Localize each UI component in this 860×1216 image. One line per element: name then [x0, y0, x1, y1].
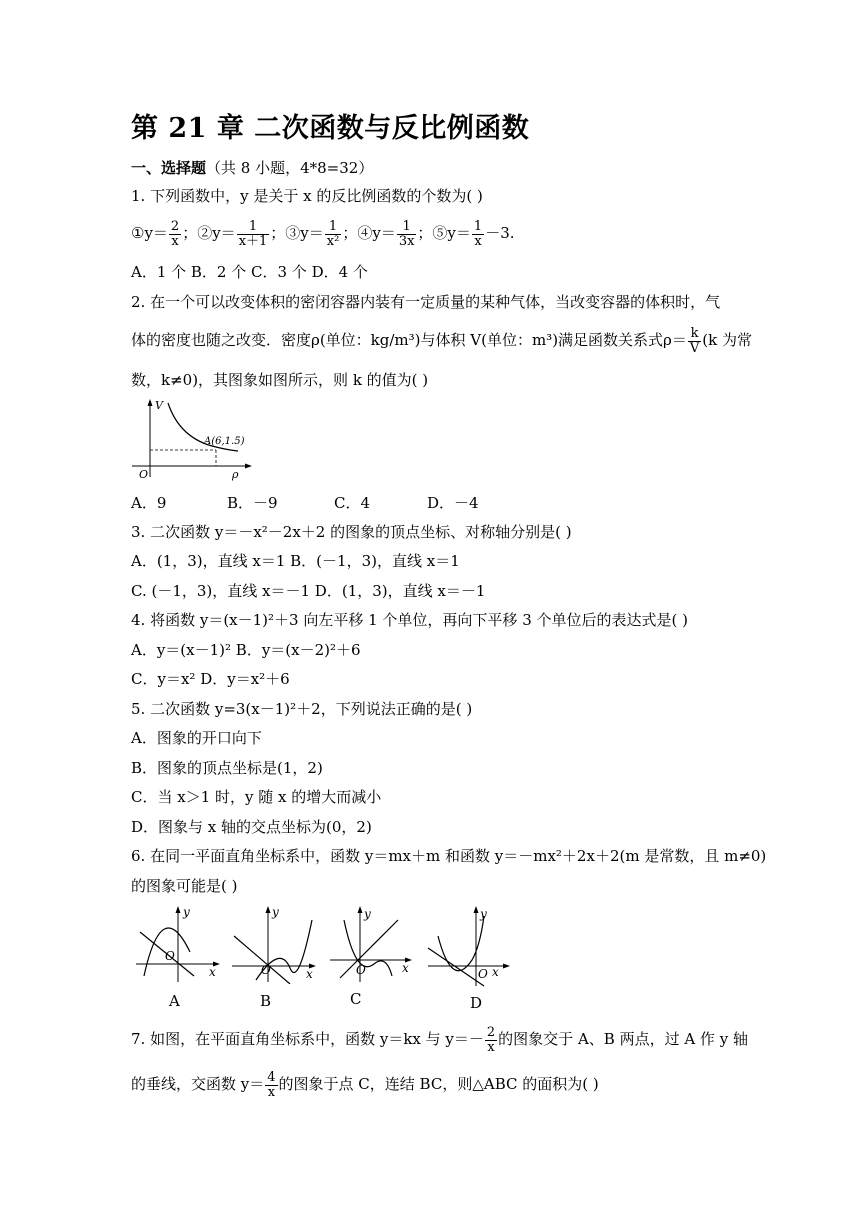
q1-fraction-1 [169, 220, 181, 249]
origin-label: O [356, 963, 366, 977]
rho-axis-arrow [245, 464, 252, 469]
section-label: 一、选择题 [131, 159, 207, 177]
y-label: y [183, 905, 190, 919]
origin-label: O [478, 967, 488, 981]
q1-fraction-3 [325, 220, 342, 249]
numerator: 1 [473, 218, 483, 234]
numerator: 2 [486, 1024, 496, 1040]
numerator: 4 [267, 1069, 276, 1085]
q2-line-3: 数，k≠0)，其图象如图所示，则 k 的值为( ) [131, 371, 429, 389]
q2-option-a: A．9 [131, 494, 167, 512]
denominator: x [487, 1039, 495, 1055]
x-label: x [306, 967, 313, 981]
q5-option-c: C．当 x＞1 时，y 随 x 的增大而减小 [131, 788, 382, 806]
q7-line-1-prefix: 7. 如图，在平面直角坐标系中，函数 y＝kx 与 y＝－ [131, 1030, 484, 1048]
denominator: x [474, 233, 482, 249]
q1-fraction-5 [472, 220, 484, 249]
q5-option-a: A．图象的开口向下 [131, 729, 262, 747]
denominator: 3x [398, 233, 415, 249]
q2-option-c: C．4 [334, 494, 371, 512]
v-axis-label: V [155, 399, 163, 412]
q6-graph-a [132, 904, 222, 984]
q2-line-2 [131, 325, 752, 356]
q3-options-row-2: C. (－1，3)，直线 x＝－1 D．(1，3)，直线 x＝－1 [131, 582, 486, 600]
q7-line-2-prefix: 的垂线，交函数 y＝ [131, 1075, 265, 1093]
q1-formulas [131, 218, 515, 249]
q1-f5-prefix: ；⑤y＝ [417, 224, 471, 242]
q6-label-d: D [470, 994, 483, 1012]
origin-label: O [139, 468, 149, 481]
q2-fraction [688, 327, 701, 356]
origin-label: O [261, 963, 271, 977]
q6-label-b: B [260, 992, 272, 1010]
q7-line-2 [131, 1069, 599, 1100]
q6-line-2: 的图象可能是( ) [131, 877, 238, 895]
denominator: x [171, 233, 179, 249]
q7-fraction-2 [265, 1071, 277, 1100]
x-label: x [209, 965, 216, 979]
q5-option-b: B．图象的顶点坐标是(1，2) [131, 759, 323, 777]
q6-label-c: C [350, 990, 362, 1008]
q1-fraction-4 [397, 220, 417, 249]
y-label: y [364, 907, 371, 921]
q3-options-row-1: A．(1，3)，直线 x＝1 B．(－1，3)，直线 x＝1 [131, 552, 460, 570]
y-label: y [480, 907, 487, 921]
origin-label: O [165, 949, 175, 963]
q7-line-1 [131, 1024, 748, 1055]
q3-stem: 3. 二次函数 y＝－x²－2x＋2 的图象的顶点坐标、对称轴分别是( ) [131, 523, 572, 541]
q2-figure [128, 397, 258, 483]
q1-f2-prefix: ；②y＝ [182, 224, 236, 242]
point-a-label: A(6,1.5) [204, 436, 245, 447]
q1-fraction-2 [237, 220, 270, 249]
section-note: （共 8 小题，4*8=32） [206, 159, 374, 177]
q1-f3-prefix: ；③y＝ [270, 224, 324, 242]
denominator: x² [326, 233, 340, 249]
y-label: y [272, 905, 279, 919]
q6-graph-c [326, 904, 418, 984]
numerator: k [688, 327, 701, 342]
q4-options-row-1: A．y＝(x－1)² B．y＝(x－2)²＋6 [131, 641, 361, 659]
q2-line-2-prefix: 体的密度也随之改变．密度ρ(单位：kg/m³)与体积 V(单位：m³)满足函数关系式ρ＝ [131, 331, 687, 349]
q1-f4-prefix: ；④y＝ [342, 224, 396, 242]
q2-option-b: B．－9 [227, 494, 278, 512]
q2-line-2-suffix: (k 为常 [702, 331, 752, 349]
q4-options-row-2: C．y＝x² D．y＝x²＋6 [131, 670, 290, 688]
numerator: 1 [397, 220, 417, 235]
numerator: 1 [325, 220, 342, 235]
q6-line-1: 6. 在同一平面直角坐标系中，函数 y＝mx＋m 和函数 y＝－mx²＋2x＋2(m 是常数，且 m≠0) [131, 847, 767, 865]
q6-graph-b [228, 904, 320, 984]
q1-f5-suffix: －3. [485, 224, 515, 242]
q6-label-a: A [169, 992, 180, 1010]
q5-stem: 5. 二次函数 y=3(x－1)²＋2，下列说法正确的是( ) [131, 700, 473, 718]
q5-option-d: D．图象与 x 轴的交点坐标为(0，2) [131, 818, 372, 836]
q1-stem: 1. 下列函数中，y 是关于 x 的反比例函数的个数为( ) [131, 187, 483, 205]
q7-line-1-suffix: 的图象交于 A、B 两点，过 A 作 y 轴 [498, 1030, 748, 1048]
q2-option-d: D．－4 [427, 494, 479, 512]
q7-line-2-suffix: 的图象于点 C，连结 BC，则△ABC 的面积为( ) [278, 1075, 599, 1093]
q4-stem: 4. 将函数 y＝(x－1)²＋3 向左平移 1 个单位，再向下平移 3 个单位后的表达式是( ) [131, 611, 688, 629]
numerator: 1 [237, 220, 270, 235]
numerator: 2 [170, 218, 180, 234]
denominator: x [267, 1084, 276, 1100]
denominator: x＋1 [238, 233, 268, 249]
v-axis-arrow [148, 399, 153, 406]
denominator: V [689, 340, 700, 356]
q6-graph-d [424, 904, 516, 990]
q7-fraction-1 [485, 1026, 497, 1055]
q1-options: A．1 个 B．2 个 C．3 个 D．4 个 [131, 263, 368, 281]
q1-f1-prefix: ①y＝ [131, 224, 168, 242]
x-label: x [492, 965, 499, 979]
rho-axis-label: ρ [232, 468, 239, 481]
q2-line-1: 2. 在一个可以改变体积的密闭容器内装有一定质量的某种气体，当改变容器的体积时，气 [131, 293, 721, 311]
x-label: x [402, 961, 409, 975]
chapter-title: 第 21 章 二次函数与反比例函数 [131, 113, 530, 144]
section-heading [131, 157, 373, 179]
